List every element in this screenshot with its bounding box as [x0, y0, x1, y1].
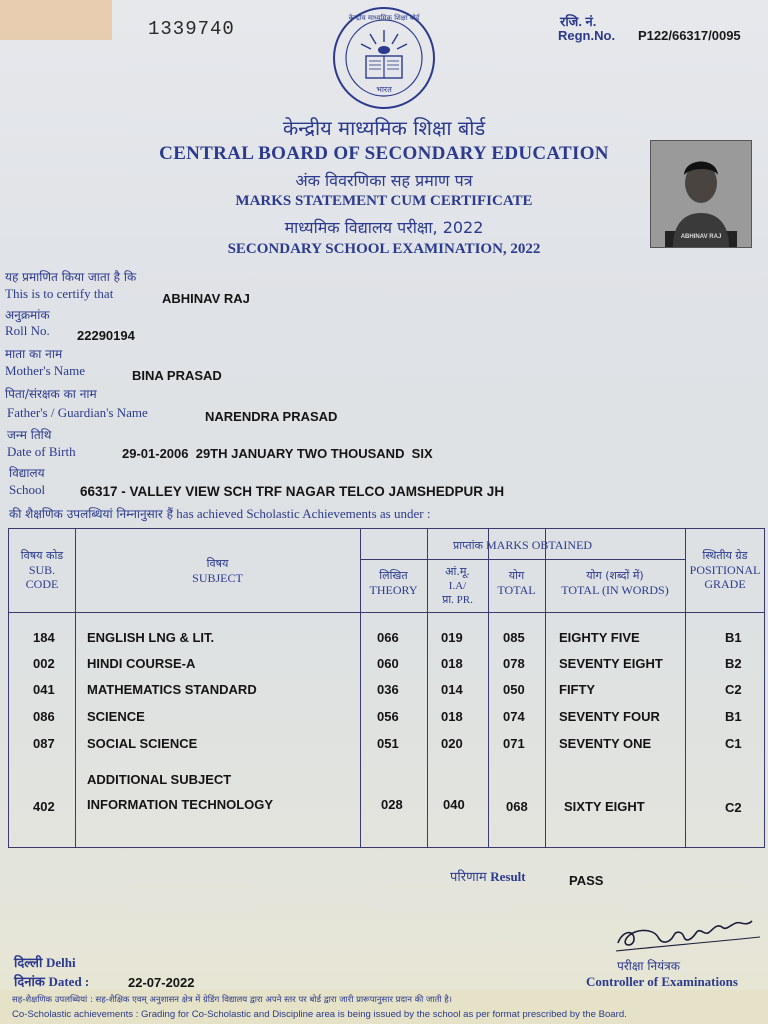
photo-caption: ABHINAV RAJ — [680, 234, 722, 240]
total-marks: 071 — [503, 736, 525, 751]
regn-number: P122/66317/0095 — [638, 28, 741, 43]
grade: B1 — [725, 630, 742, 645]
controller-hindi: परीक्षा नियंत्रक — [617, 959, 680, 973]
roll-label-hindi: अनुक्रमांक — [5, 308, 50, 322]
dated-label-english: Dated : — [48, 974, 90, 989]
header-ia-line2: प्रा. PR. — [442, 594, 473, 606]
place-english: Delhi — [45, 955, 76, 970]
header-grade-hindi: स्थितीय ग्रेड — [702, 549, 748, 562]
subject-name: HINDI COURSE-A — [87, 656, 196, 671]
total-in-words: FIFTY — [559, 682, 596, 697]
result-label — [450, 867, 526, 885]
exam-title: SECONDARY SCHOOL EXAMINATION, 2022 — [227, 241, 541, 257]
regn-label-hindi: रजि. नं. — [560, 14, 597, 29]
mother-label: Mother's Name — [5, 363, 85, 378]
ia-marks: 040 — [443, 797, 465, 812]
grade: B2 — [725, 656, 742, 671]
place — [14, 953, 76, 971]
result-label-english: Result — [490, 869, 526, 884]
total-in-words: SEVENTY FOUR — [559, 709, 660, 724]
certificate-title: MARKS STATEMENT CUM CERTIFICATE — [235, 193, 533, 209]
header-words-english: TOTAL (IN WORDS) — [561, 583, 669, 597]
certify-label: This is to certify that — [5, 286, 114, 301]
header-marks-obtained — [360, 538, 685, 553]
subject-code: 087 — [33, 736, 55, 751]
roll-number: 22290194 — [77, 328, 135, 343]
subject-name: INFORMATION TECHNOLOGY — [87, 797, 274, 812]
school-label: School — [9, 482, 46, 497]
place-hindi: दिल्ली — [14, 956, 43, 971]
footnote-english: Co-Scholastic achievements : Grading for Co-Scholastic and Discipline area is being issued by the school as per format prescribed by the Board. — [12, 1009, 627, 1020]
roll-label: Roll No. — [5, 323, 50, 338]
school-name: 66317 - VALLEY VIEW SCH TRF NAGAR TELCO JAMSHEDPUR JH — [80, 484, 505, 499]
student-name: ABHINAV RAJ — [162, 291, 250, 306]
marks-table — [8, 528, 765, 848]
ia-marks: 014 — [441, 682, 463, 697]
exam-title-hindi: माध्यमिक विद्यालय परीक्षा, 2022 — [284, 218, 484, 237]
date-of-birth: 29-01-2006 29TH JANUARY TWO THOUSAND SIX — [122, 446, 433, 461]
header-ia — [427, 565, 488, 607]
board-name: CENTRAL BOARD OF SECONDARY EDUCATION — [159, 143, 609, 164]
person-photo-icon — [651, 141, 751, 247]
ia-marks: 018 — [441, 709, 463, 724]
issue-date: 22-07-2022 — [128, 975, 195, 990]
header-marks-english: MARKS OBTAINED — [486, 538, 593, 552]
mother-label-hindi: माता का नाम — [5, 347, 63, 361]
grade: C2 — [725, 682, 742, 697]
header-subject-hindi: विषय — [206, 557, 229, 570]
ia-marks: 020 — [441, 736, 463, 751]
total-marks: 078 — [503, 656, 525, 671]
ia-marks: 019 — [441, 630, 463, 645]
total-in-words: SIXTY EIGHT — [564, 799, 645, 814]
school-label-hindi: विद्यालय — [9, 466, 45, 480]
total-in-words: SEVENTY ONE — [559, 736, 652, 751]
theory-marks: 028 — [381, 797, 403, 812]
header-sub-code — [9, 549, 75, 591]
cbse-emblem-icon — [330, 6, 438, 110]
subject-code: 002 — [33, 656, 55, 671]
father-label-hindi: पिता/संरक्षक का नाम — [5, 387, 97, 401]
header-grade-line2: GRADE — [704, 577, 746, 591]
achievements-intro-hindi: की शैक्षणिक उपलब्धियां निम्नानुसार हैं — [9, 507, 173, 521]
header-words-hindi: योग (शब्दों में) — [586, 569, 644, 582]
emblem-top-text: केन्द्रीय माध्यमिक शिक्षा बोर्ड — [348, 14, 420, 22]
header-subject-english: SUBJECT — [192, 571, 243, 585]
additional-subject-heading: ADDITIONAL SUBJECT — [87, 772, 232, 787]
father-name: NARENDRA PRASAD — [205, 409, 338, 424]
total-marks: 085 — [503, 630, 525, 645]
dated-label — [14, 972, 89, 990]
emblem-bottom-text: भारत — [376, 85, 392, 94]
header-theory-hindi: लिखित — [379, 569, 408, 582]
header-total-hindi: योग — [508, 569, 525, 582]
controller-title: Controller of Examinations — [586, 974, 738, 989]
theory-marks: 036 — [377, 682, 399, 697]
mother-name: BINA PRASAD — [132, 368, 222, 383]
grade: C2 — [725, 800, 742, 815]
corner-stamp — [0, 0, 112, 40]
certify-label-hindi: यह प्रमाणित किया जाता है कि — [5, 270, 137, 284]
total-in-words: SEVENTY EIGHT — [559, 656, 663, 671]
regn-label: Regn.No. — [558, 28, 616, 43]
certificate-title-hindi: अंक विवरणिका सह प्रमाण पत्र — [295, 171, 473, 190]
header-theory — [360, 569, 427, 597]
serial-number: 1339740 — [148, 18, 235, 40]
header-code-hindi: विषय कोड — [20, 549, 64, 562]
subject-name: ENGLISH LNG & LIT. — [87, 630, 215, 645]
subject-code: 402 — [33, 799, 55, 814]
header-ia-line1: I.A/ — [448, 580, 467, 592]
theory-marks: 056 — [377, 709, 399, 724]
total-marks: 068 — [506, 799, 528, 814]
header-subject — [75, 557, 360, 585]
board-name-hindi: केन्द्रीय माध्यमिक शिक्षा बोर्ड — [282, 116, 486, 140]
total-marks: 050 — [503, 682, 525, 697]
result-value: PASS — [569, 873, 604, 888]
header-grade-line1: POSITIONAL — [689, 563, 761, 577]
subject-code: 086 — [33, 709, 55, 724]
father-label: Father's / Guardian's Name — [7, 405, 148, 420]
result-label-hindi: परिणाम — [450, 870, 487, 885]
footnote-hindi: सह-शैक्षणिक उपलब्धियां : सह-शैक्षिक एवम् अनुशासन क्षेत्र में ग्रेडिंग विद्यालय द्वारा अपने स्तर पर बोर्ड द्वारा जारी प्रारूपानुसार प्रदान की जाती है। — [12, 995, 453, 1005]
header-grade — [685, 549, 765, 591]
header-ia-hindi: आं.मू. — [445, 565, 470, 578]
subject-name: MATHEMATICS STANDARD — [87, 682, 257, 697]
header-total — [488, 569, 545, 597]
signature-icon — [612, 913, 762, 955]
student-photo — [650, 140, 752, 248]
theory-marks: 051 — [377, 736, 399, 751]
subject-name: SCIENCE — [87, 709, 145, 724]
total-in-words: EIGHTY FIVE — [559, 630, 640, 645]
grade: B1 — [725, 709, 742, 724]
total-marks: 074 — [503, 709, 525, 724]
theory-marks: 060 — [377, 656, 399, 671]
header-marks-hindi: प्राप्तांक — [452, 539, 484, 552]
ia-marks: 018 — [441, 656, 463, 671]
subject-code: 041 — [33, 682, 55, 697]
dob-label-hindi: जन्म तिथि — [7, 428, 52, 442]
achievements-intro-english: has achieved Scholastic Achievements as under : — [176, 506, 431, 521]
header-total-english: TOTAL — [497, 583, 536, 597]
header-code-line2: CODE — [25, 577, 59, 591]
theory-marks: 066 — [377, 630, 399, 645]
header-code-line1: SUB. — [28, 563, 56, 577]
dated-label-hindi: दिनांक — [14, 975, 45, 990]
subject-name: SOCIAL SCIENCE — [87, 736, 198, 751]
achievements-intro — [9, 505, 430, 522]
grade: C1 — [725, 736, 742, 751]
subject-code: 184 — [33, 630, 55, 645]
dob-label: Date of Birth — [7, 444, 76, 459]
header-theory-english: THEORY — [369, 583, 418, 597]
header-total-words — [545, 569, 685, 597]
